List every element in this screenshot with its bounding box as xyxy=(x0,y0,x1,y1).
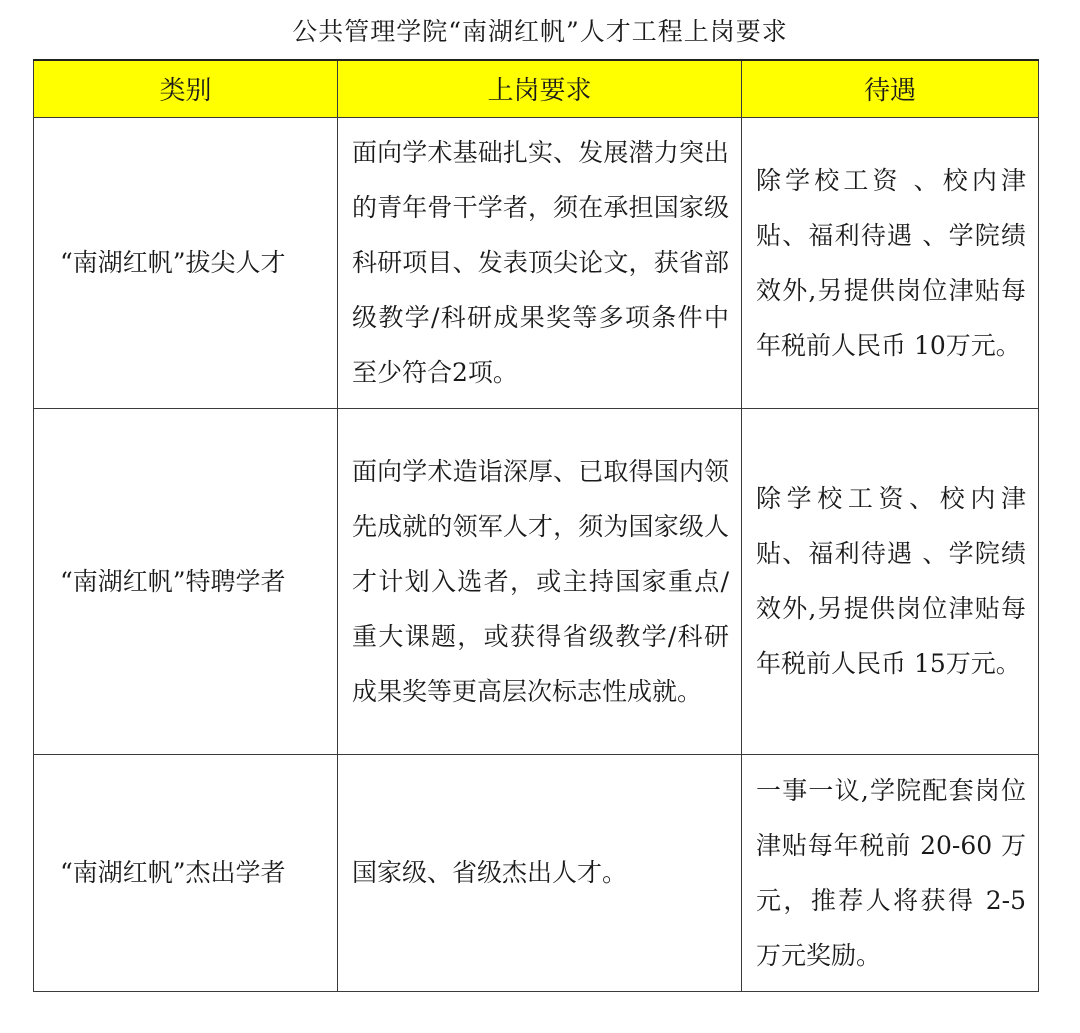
benefit-cell: 除学校工资、校内津贴、福利待遇 、学院绩效外,另提供岗位津贴每年税前人民币 15万元。 xyxy=(742,408,1039,754)
requirement-cell: 面向学术基础扎实、发展潜力突出的青年骨干学者，须在承担国家级科研项目、发表顶尖论文，获省部级教学/科研成果奖等多项条件中至少符合2项。 xyxy=(338,117,742,408)
category-cell: “南湖红帆”拔尖人才 xyxy=(34,117,338,408)
benefit-cell: 除学校工资 、校内津贴、福利待遇 、学院绩效外,另提供岗位津贴每年税前人民币 10万元。 xyxy=(742,117,1039,408)
table-row xyxy=(34,117,1039,408)
requirement-cell: 国家级、省级杰出人才。 xyxy=(338,754,742,991)
table-header-row xyxy=(34,60,1039,117)
table-row xyxy=(34,754,1039,991)
requirement-cell: 面向学术造诣深厚、已取得国内领先成就的领军人才，须为国家级人才计划入选者，或主持国家重点/重大课题，或获得省级教学/科研成果奖等更高层次标志性成就。 xyxy=(338,408,742,754)
benefit-cell: 一事一议,学院配套岗位津贴每年税前 20-60 万元，推荐人将获得 2-5 万元奖励。 xyxy=(742,754,1039,991)
requirements-table xyxy=(33,59,1039,992)
category-cell: “南湖红帆”特聘学者 xyxy=(34,408,338,754)
page-title: 公共管理学院“南湖红帆”人才工程上岗要求 xyxy=(292,17,788,46)
table-row xyxy=(34,408,1039,754)
column-header-category: 类别 xyxy=(34,60,338,117)
category-cell: “南湖红帆”杰出学者 xyxy=(34,754,338,991)
column-header-benefit: 待遇 xyxy=(742,60,1039,117)
column-header-requirement: 上岗要求 xyxy=(338,60,742,117)
